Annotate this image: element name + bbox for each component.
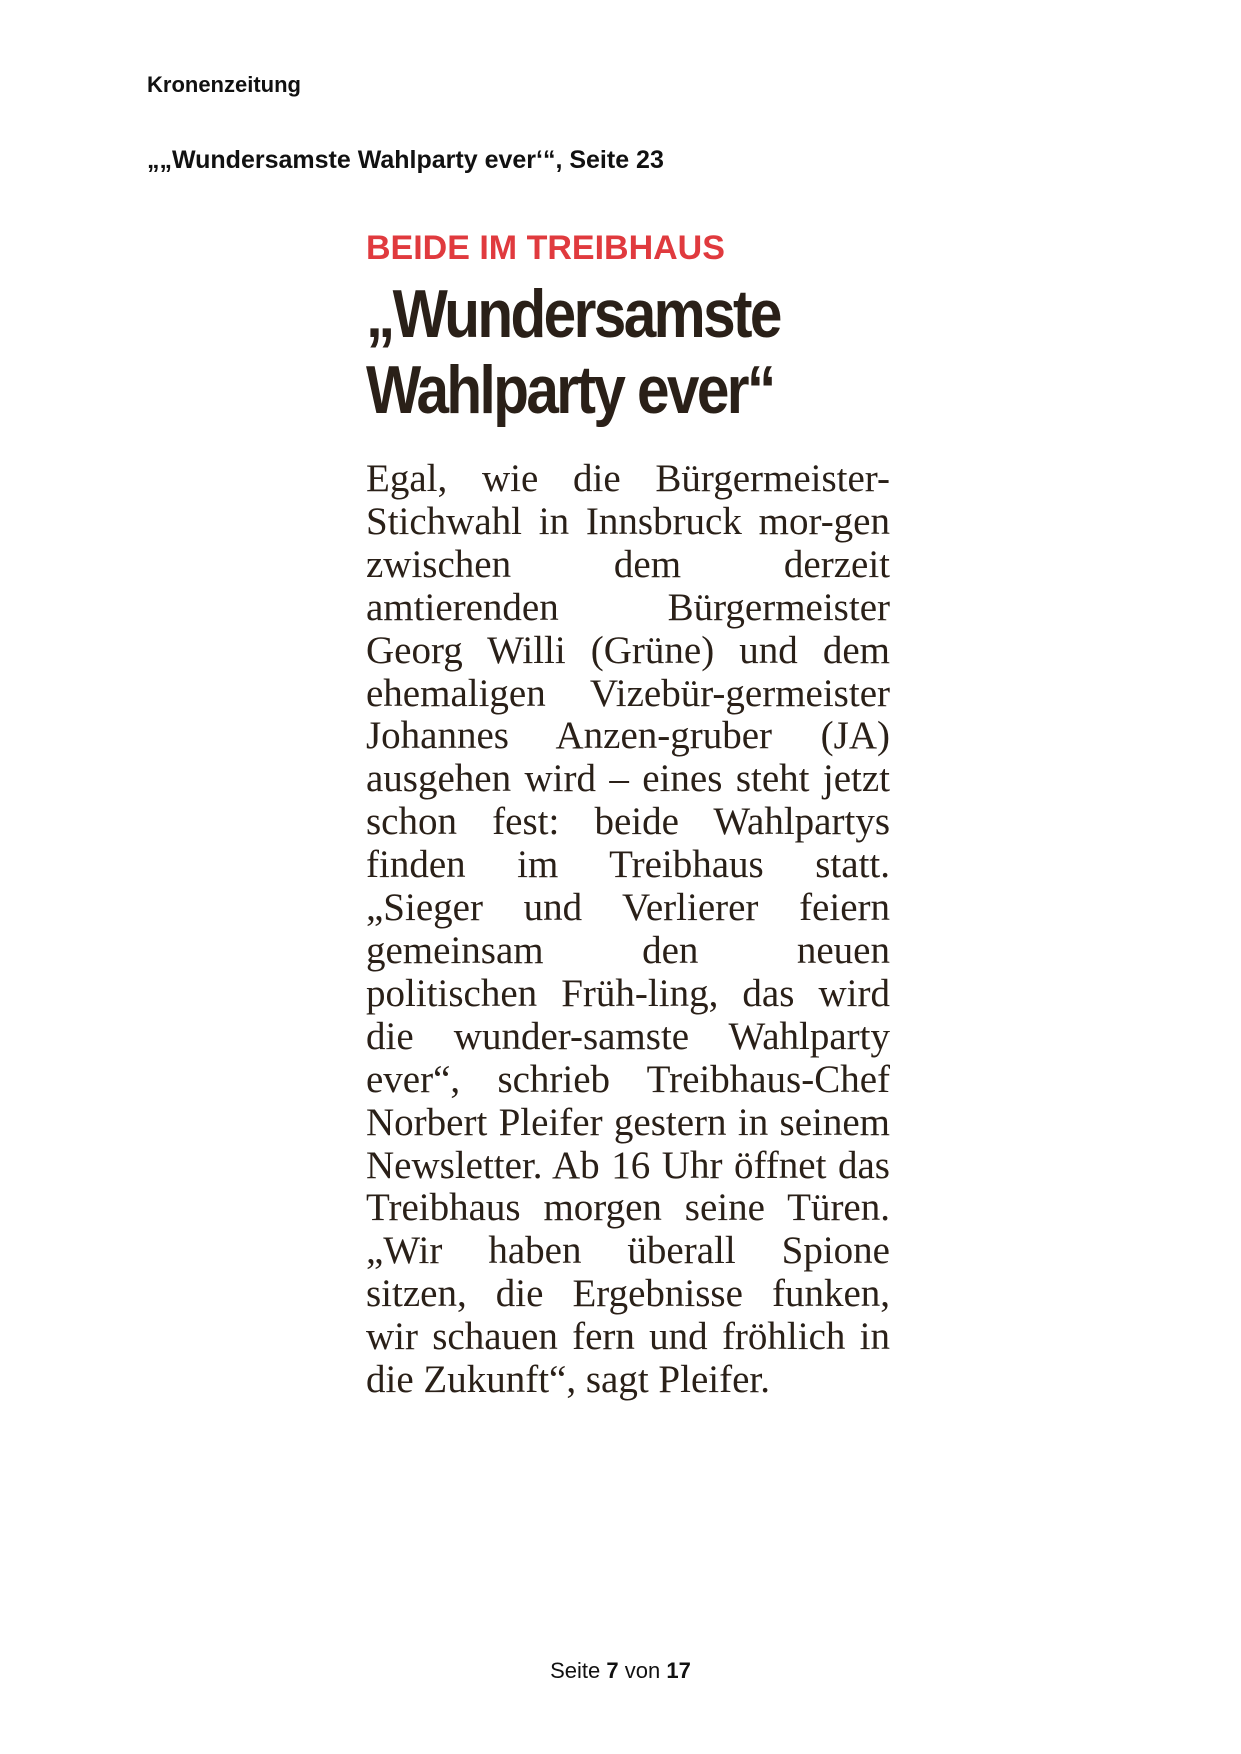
- headline-line-1: „Wundersamste: [366, 276, 780, 352]
- newspaper-clipping: [366, 228, 890, 1402]
- article-kicker: BEIDE IM TREIBHAUS: [366, 229, 725, 267]
- article-headline: [366, 276, 817, 428]
- article-reference: „„Wundersamste Wahlparty ever‘“, Seite 23: [147, 146, 664, 174]
- article-body: Egal, wie die Bürgermeister-Stichwahl in Innsbruck mor-gen zwischen dem derzeit amtierenden Bürgermeister Georg Willi (Grüne) und dem ehemaligen Vizebür-germeister Johannes Anzen-gruber (JA) ausgehen wird – eines steht jetzt schon fest: beide Wahlpartys finden im Treibhaus statt. „Sieger und Verlierer feiern gemeinsam den neuen politischen Früh-ling, das wird die wunder-samste Wahlparty ever“, schrieb Treibhaus-Chef Norbert Pleifer gestern in seinem Newsletter. Ab 16 Uhr öffnet das Treibhaus morgen seine Türen. „Wir haben überall Spione sitzen, die Ergebnisse funken, wir schauen fern und fröhlich in die Zukunft“, sagt Pleifer.: [366, 457, 890, 1402]
- page-of-label: von: [624, 1658, 661, 1683]
- publication-name: Kronenzeitung: [147, 72, 301, 97]
- page-current: 7: [606, 1658, 619, 1683]
- page-footer: [0, 1658, 1241, 1684]
- headline-line-2: Wahlparty ever“: [366, 352, 774, 428]
- page-total: 17: [666, 1658, 691, 1683]
- page-label: Seite: [550, 1658, 601, 1683]
